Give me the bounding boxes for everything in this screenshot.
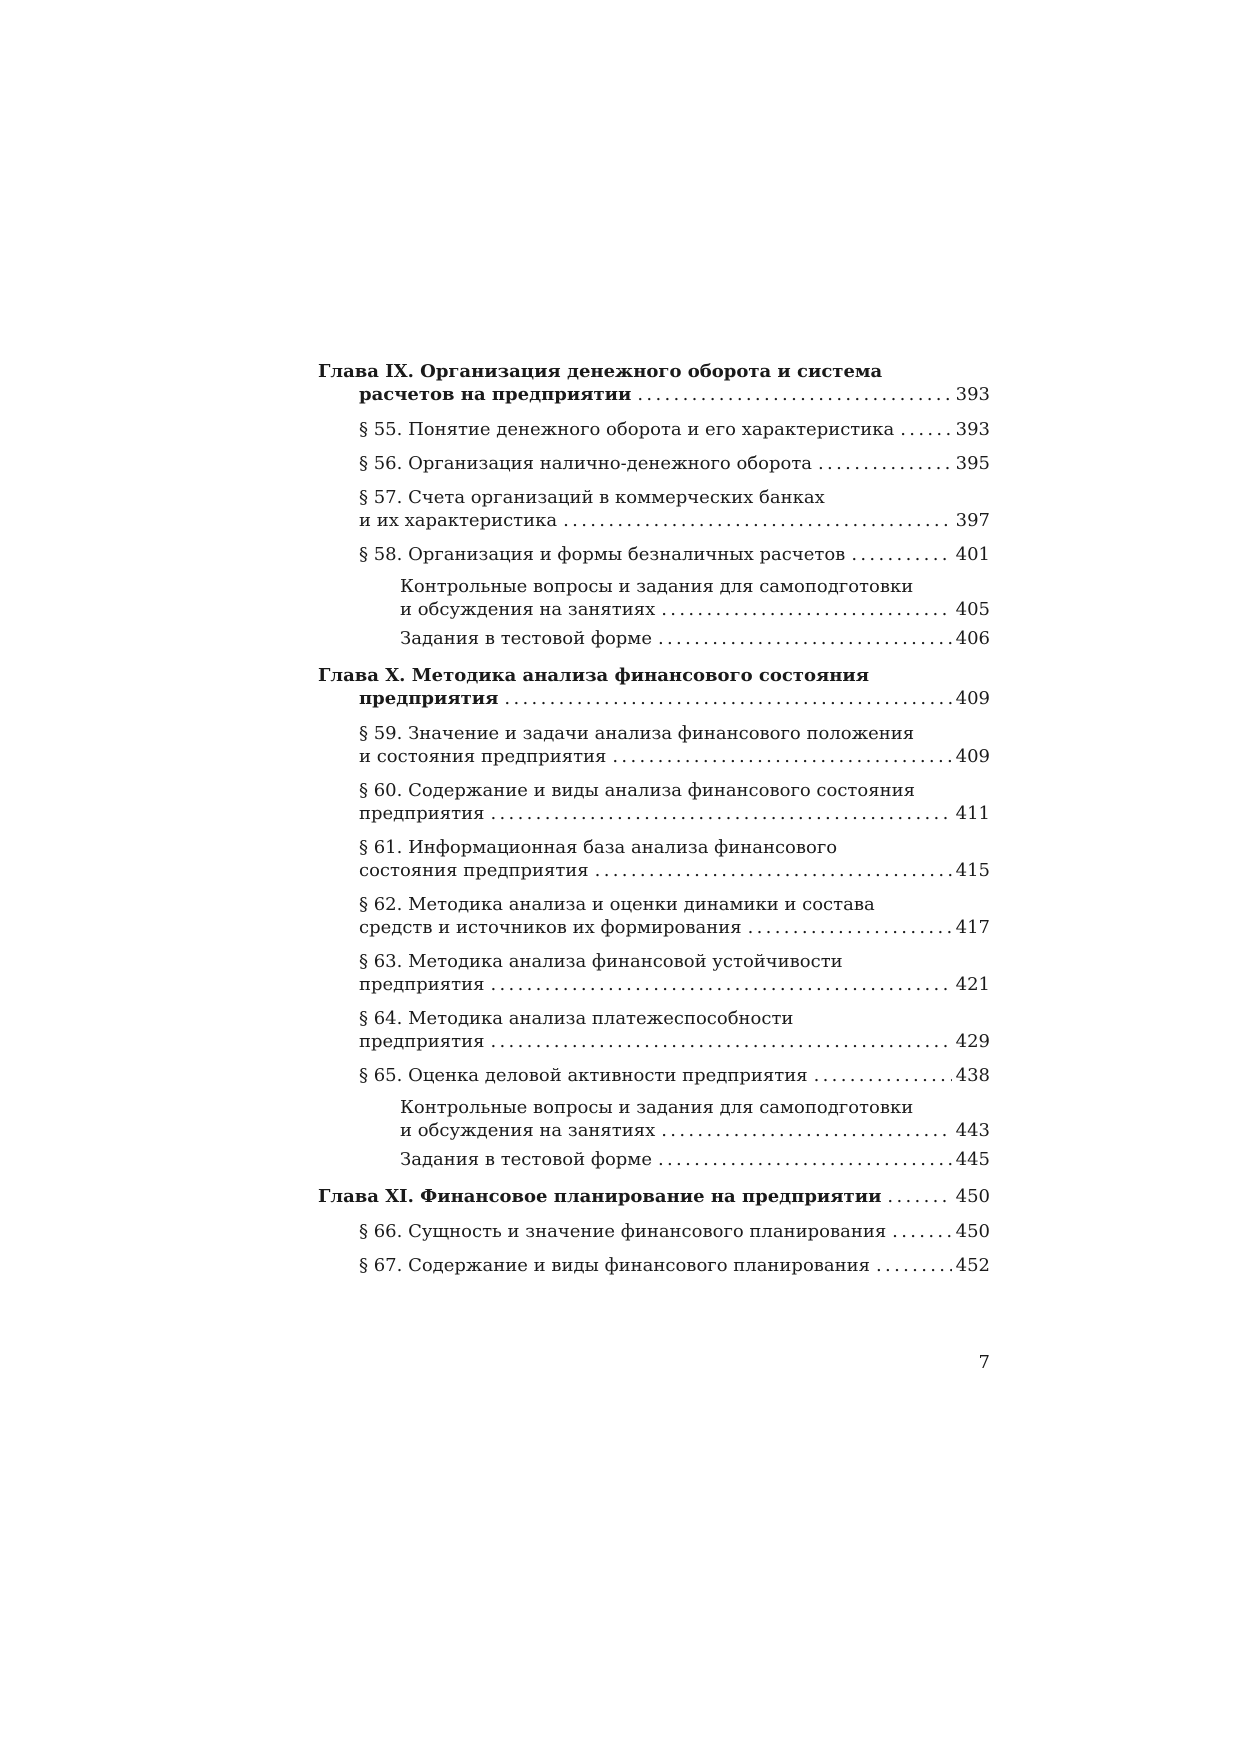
toc-page-number: 409 [955, 746, 990, 767]
toc-line-text: § 61. Информационная база анализа финансового [359, 837, 838, 858]
toc-page-number: 411 [955, 803, 990, 824]
toc-line-text: Задания в тестовой форме [400, 628, 652, 649]
dot-leader [887, 1185, 951, 1208]
toc-line-text: и обсуждения на занятиях [400, 1120, 656, 1141]
toc-line [359, 802, 990, 825]
toc-line-text: и их характеристика [359, 510, 558, 531]
toc-line [318, 664, 990, 687]
toc-section-entry [318, 1254, 990, 1277]
toc-line [400, 598, 990, 621]
toc-line [400, 1148, 990, 1171]
toc-page-number: 450 [955, 1221, 990, 1242]
toc-line [359, 836, 990, 859]
dot-leader [814, 1064, 952, 1087]
toc-line [400, 575, 990, 598]
toc-page-number: 405 [955, 599, 990, 620]
dot-leader [661, 598, 951, 621]
toc-line-text: предприятия [359, 803, 485, 824]
toc-line [400, 1119, 990, 1142]
toc-section-entry [318, 722, 990, 768]
toc-section-entry [318, 543, 990, 566]
dot-leader [851, 543, 951, 566]
table-of-contents [318, 360, 990, 1291]
toc-line-text: расчетов на предприятии [359, 384, 632, 405]
toc-page-number: 417 [955, 917, 990, 938]
toc-section-entry [318, 486, 990, 532]
dot-leader [892, 1220, 951, 1243]
toc-line [318, 360, 990, 383]
toc-line [359, 486, 990, 509]
toc-line [359, 745, 990, 768]
toc-line [318, 1185, 990, 1208]
toc-page-number: 445 [955, 1149, 990, 1170]
toc-section-entry [318, 452, 990, 475]
dot-leader [748, 916, 952, 939]
toc-page-number: 393 [955, 419, 990, 440]
toc-line [359, 1254, 990, 1277]
toc-section-entry [318, 950, 990, 996]
toc-line-text: § 56. Организация налично-денежного оборота [359, 453, 813, 474]
toc-line-text: § 58. Организация и формы безналичных расчетов [359, 544, 846, 565]
toc-line [359, 1220, 990, 1243]
dot-leader [490, 802, 951, 825]
toc-line [400, 1096, 990, 1119]
toc-line [359, 893, 990, 916]
toc-line [318, 687, 990, 710]
toc-line [359, 859, 990, 882]
dot-leader [490, 1030, 951, 1053]
toc-line-text: предприятия [359, 688, 499, 709]
dot-leader [661, 1119, 951, 1142]
toc-line [359, 418, 990, 441]
toc-line-text: § 62. Методика анализа и оценки динамики и состава [359, 894, 875, 915]
toc-line [400, 627, 990, 650]
toc-line-text: предприятия [359, 974, 485, 995]
dot-leader [490, 973, 951, 996]
toc-page-number: 409 [955, 688, 990, 709]
toc-line-text: Глава IX. Организация денежного оборота и система [318, 361, 883, 382]
toc-line [359, 543, 990, 566]
chapter-heading [318, 664, 990, 710]
chapter-heading [318, 360, 990, 406]
toc-line-text: § 66. Сущность и значение финансового планирования [359, 1221, 887, 1242]
toc-line [359, 973, 990, 996]
toc-page-number: 393 [955, 384, 990, 405]
toc-line-text: Задания в тестовой форме [400, 1149, 652, 1170]
page-number: 7 [978, 1352, 990, 1373]
toc-page-number: 421 [955, 974, 990, 995]
toc-line-text: Глава XI. Финансовое планирование на предприятии [318, 1186, 882, 1207]
dot-leader [563, 509, 952, 532]
toc-line-text: состояния предприятия [359, 860, 589, 881]
toc-line [359, 1064, 990, 1087]
toc-chapter [318, 1185, 990, 1277]
toc-page-number: 406 [955, 628, 990, 649]
toc-subsection-entry [318, 1096, 990, 1142]
dot-leader [612, 745, 951, 768]
toc-line-text: Глава X. Методика анализа финансового состояния [318, 665, 870, 686]
toc-section-entry [318, 893, 990, 939]
chapter-heading [318, 1185, 990, 1208]
toc-line-text: средств и источников их формирования [359, 917, 742, 938]
toc-section-entry [318, 418, 990, 441]
toc-line [359, 452, 990, 475]
toc-line-text: § 60. Содержание и виды анализа финансового состояния [359, 780, 915, 801]
dot-leader [876, 1254, 952, 1277]
dot-leader [504, 687, 951, 710]
toc-line [359, 722, 990, 745]
toc-line-text: Контрольные вопросы и задания для самоподготовки [400, 1097, 914, 1118]
toc-section-entry [318, 779, 990, 825]
toc-line-text: предприятия [359, 1031, 485, 1052]
toc-line-text: § 57. Счета организаций в коммерческих банках [359, 487, 825, 508]
toc-section-entry [318, 836, 990, 882]
dot-leader [595, 859, 952, 882]
toc-line-text: § 65. Оценка деловой активности предприятия [359, 1065, 808, 1086]
toc-chapter [318, 664, 990, 1171]
toc-subsection-entry [318, 1148, 990, 1171]
toc-section-entry [318, 1064, 990, 1087]
toc-line [359, 916, 990, 939]
toc-line-text: § 67. Содержание и виды финансового планирования [359, 1255, 870, 1276]
toc-line-text: § 55. Понятие денежного оборота и его характеристика [359, 419, 895, 440]
toc-page-number: 395 [955, 453, 990, 474]
toc-page-number: 429 [955, 1031, 990, 1052]
toc-line [359, 779, 990, 802]
toc-line-text: § 64. Методика анализа платежеспособности [359, 1008, 794, 1029]
toc-line [359, 509, 990, 532]
toc-line [359, 1030, 990, 1053]
toc-page-number: 415 [955, 860, 990, 881]
dot-leader [818, 452, 952, 475]
toc-line-text: Контрольные вопросы и задания для самоподготовки [400, 576, 914, 597]
toc-line [359, 1007, 990, 1030]
toc-page-number: 438 [955, 1065, 990, 1086]
toc-line-text: § 59. Значение и задачи анализа финансового положения [359, 723, 915, 744]
toc-page-number: 452 [955, 1255, 990, 1276]
toc-line [359, 950, 990, 973]
toc-line-text: § 63. Методика анализа финансовой устойчивости [359, 951, 843, 972]
toc-chapter [318, 360, 990, 650]
toc-line-text: и обсуждения на занятиях [400, 599, 656, 620]
dot-leader [658, 1148, 952, 1171]
dot-leader [637, 383, 951, 406]
toc-subsection-entry [318, 575, 990, 621]
toc-line-text: и состояния предприятия [359, 746, 607, 767]
toc-section-entry [318, 1007, 990, 1053]
dot-leader [900, 418, 951, 441]
toc-page-number: 450 [955, 1186, 990, 1207]
toc-page-number: 397 [955, 510, 990, 531]
toc-subsection-entry [318, 627, 990, 650]
dot-leader [658, 627, 952, 650]
toc-section-entry [318, 1220, 990, 1243]
toc-page-number: 443 [955, 1120, 990, 1141]
toc-line [318, 383, 990, 406]
toc-page-number: 401 [955, 544, 990, 565]
